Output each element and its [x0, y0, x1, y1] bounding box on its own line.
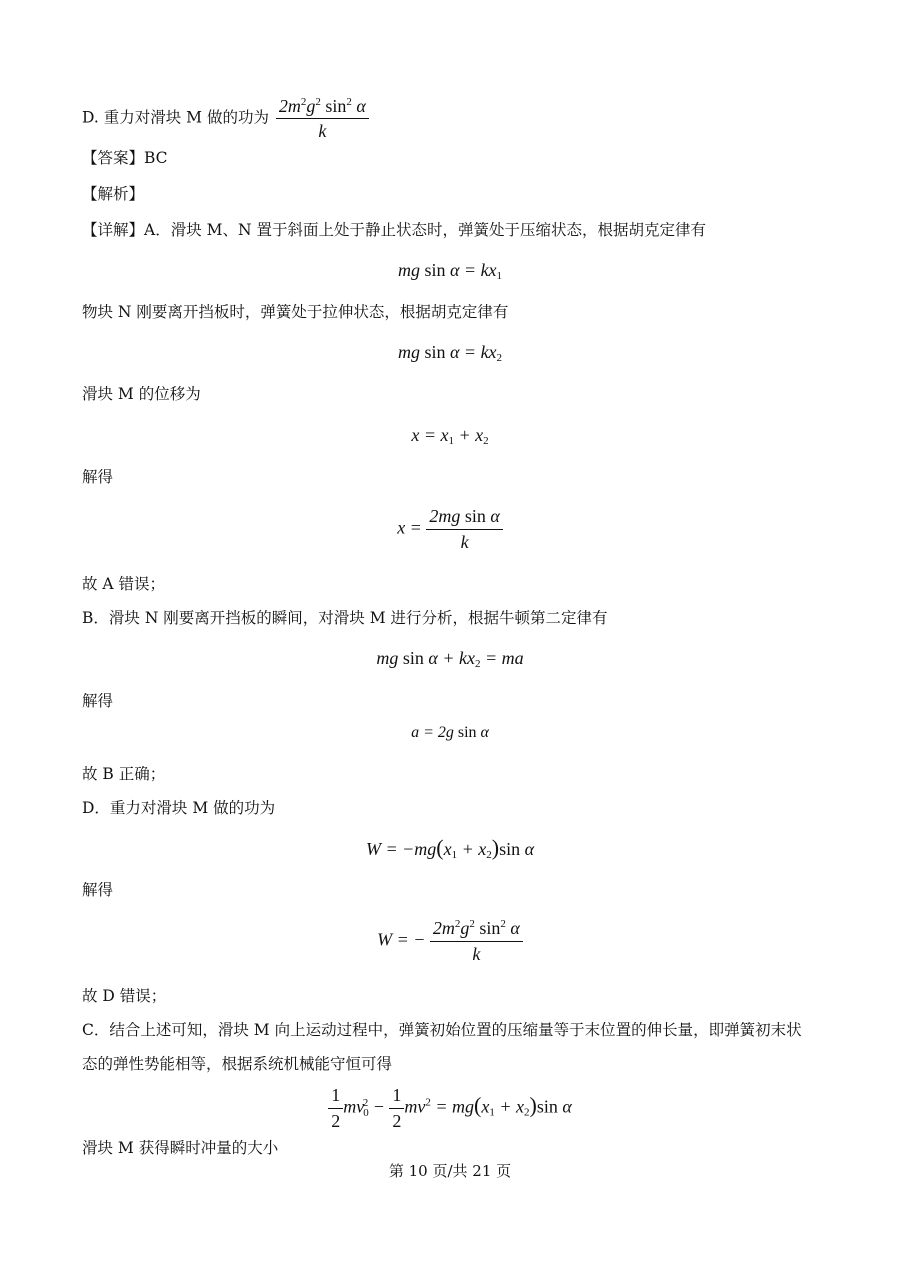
- equation-5: mg $\sin \alpha + kx_2$ = ma: [376, 648, 524, 670]
- option-d-formula: [276, 92, 369, 141]
- equation-1: mg $\sin \alpha = kx_1$: [397, 260, 503, 282]
- displacement-line: 滑块 M 的位移为: [82, 385, 201, 403]
- option-d-formula-numerator: $2m^2g^2$ $\sin^2 \alpha$: [276, 92, 369, 119]
- conclusion-a: 故 A 错误；: [82, 575, 166, 593]
- page-footer: 第 10 页/共 21 页: [388, 1162, 512, 1180]
- conclusion-d: 故 D 错误；: [82, 987, 167, 1005]
- solve-line-3: 解得: [82, 881, 114, 899]
- option-d-line: [82, 94, 369, 143]
- equation-4-fraction: $\frac{\text{2mg sin α}}{k}$: [426, 506, 502, 553]
- equation-9: $\frac{1}{2}$ $mv_0^2$ − $\frac{1}{2}$ $mv^2 = mg(x_1 + x_2)\sin$ α: [0, 1085, 900, 1132]
- equation-2: mg $\sin \alpha = kx_2$: [397, 342, 503, 364]
- equation-4: x = $\frac{\text{2mg sin α}}{k}$: [0, 506, 900, 553]
- solve-line-1: 解得: [82, 468, 114, 486]
- solve-line-2: 解得: [82, 692, 114, 710]
- detail-intro: 【详解】A．滑块 M、N 置于斜面上处于静止状态时，弹簧处于压缩状态，根据胡克定律有: [82, 221, 706, 239]
- n-leave-line: 物块 N 刚要离开挡板时，弹簧处于拉伸状态，根据胡克定律有: [82, 303, 509, 321]
- option-c-line-2: 态的弹性势能相等，根据系统机械能守恒可得: [82, 1055, 393, 1073]
- answer-line: 【答案】BC: [82, 149, 168, 167]
- equation-8: W = − $\frac{2m^2g^2 \sin^2 \alpha}{k}$: [0, 918, 900, 965]
- impulse-line: 滑块 M 获得瞬时冲量的大小: [82, 1139, 279, 1157]
- equation-8-fraction: $\frac{2m^2g^2 \sin^2 \alpha}{k}$: [430, 918, 523, 965]
- option-d-text: D. 重力对滑块 M 做的功为: [82, 108, 269, 127]
- option-d-formula-denominator: k: [318, 121, 327, 141]
- option-d-detail-line: D．重力对滑块 M 做的功为: [82, 799, 276, 817]
- equation-7: $W = -mg(x_1 + x_2)\sin$ α: [365, 835, 535, 861]
- equation-6: a = 2g sin α: [411, 724, 489, 741]
- option-c-line-1: C．结合上述可知，滑块 M 向上运动过程中，弹簧初始位置的压缩量等于末位置的伸长量，即弹簧初末状: [82, 1021, 802, 1039]
- analysis-heading: 【解析】: [82, 185, 145, 203]
- equation-3: $x = x_1 + x_2$: [411, 425, 489, 447]
- option-b-line: B．滑块 N 刚要离开挡板的瞬间，对滑块 M 进行分析，根据牛顿第二定律有: [82, 609, 608, 627]
- conclusion-b: 故 B 正确；: [82, 765, 166, 783]
